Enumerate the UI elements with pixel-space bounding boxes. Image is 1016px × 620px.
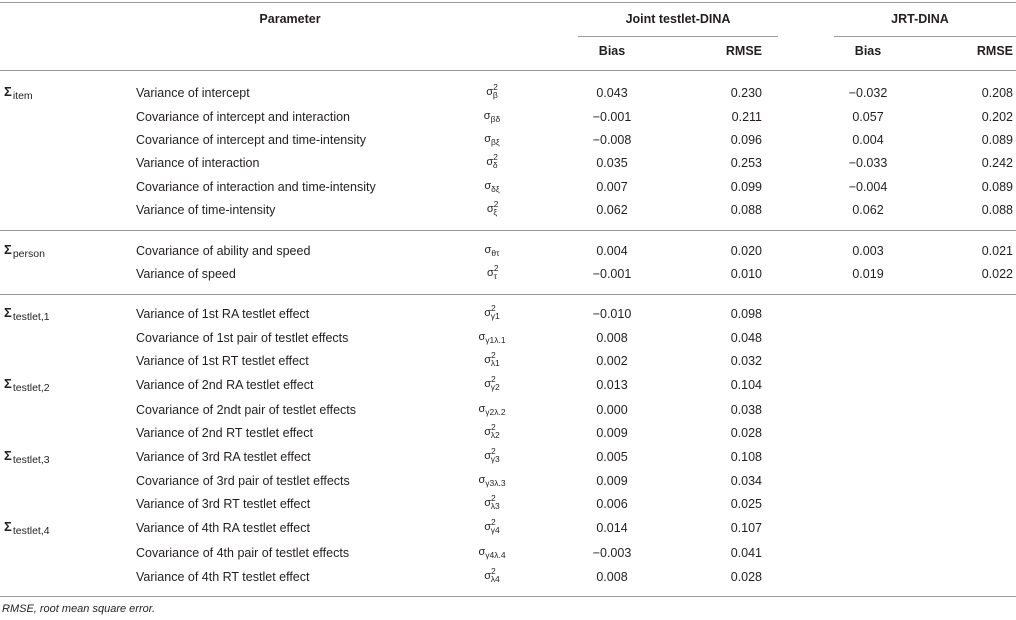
cell-joint-bias: −0.010 <box>592 307 632 321</box>
symbol-subscript: βξ <box>491 137 500 147</box>
group-subscript: testlet,1 <box>12 311 50 323</box>
symbol-base: σ <box>484 570 492 582</box>
cell-joint-bias: 0.000 <box>596 403 628 417</box>
symbol-base: σ <box>478 331 486 343</box>
symbol-base: σ <box>487 267 494 279</box>
cell-jrt-bias: 0.062 <box>852 203 884 217</box>
cell-joint-rmse: 0.048 <box>730 331 762 345</box>
cell-joint-bias: 0.035 <box>596 156 628 170</box>
symbol-superscript: 2 <box>493 82 498 92</box>
group-label <box>4 377 50 392</box>
cell-joint-bias: 0.006 <box>596 497 628 511</box>
group-subscript: person <box>12 248 45 260</box>
row-symbol <box>484 303 500 321</box>
symbol-superscript: 2 <box>491 422 496 432</box>
symbol-base: σ <box>484 307 492 319</box>
cell-joint-bias: 0.062 <box>596 203 628 217</box>
symbol-subscript: γ3 <box>490 454 500 464</box>
footnote: RMSE, root mean square error. <box>2 603 156 615</box>
cell-joint-rmse: 0.108 <box>730 450 762 464</box>
cell-jrt-rmse: 0.088 <box>981 203 1013 217</box>
cell-joint-bias: 0.043 <box>596 86 628 100</box>
symbol-base: σ <box>484 180 492 192</box>
row-label: Covariance of 3rd pair of testlet effects <box>136 474 350 488</box>
symbol-superscript: 2 <box>493 199 499 209</box>
symbol-base: σ <box>484 133 492 145</box>
symbol-subscript: βδ <box>490 114 501 124</box>
symbol-base: σ <box>484 450 492 462</box>
symbol-subscript: λ2 <box>490 430 500 440</box>
symbol-base: σ <box>483 110 491 122</box>
sigma-symbol: Σ <box>4 242 12 257</box>
symbol-subscript: γ3λ.3 <box>485 478 506 488</box>
cell-joint-bias: −0.008 <box>592 133 632 147</box>
row-symbol <box>485 243 500 257</box>
row-symbol <box>478 402 505 416</box>
group-label <box>4 306 50 321</box>
header-joint-rmse: RMSE <box>725 44 762 58</box>
symbol-base: σ <box>484 244 492 256</box>
header-jrt-rmse: RMSE <box>976 44 1013 58</box>
row-label: Covariance of intercept and interaction <box>136 110 351 124</box>
cell-joint-bias: 0.014 <box>596 521 628 535</box>
row-label: Variance of 2nd RA testlet effect <box>136 378 314 392</box>
symbol-subscript: γ1λ.1 <box>485 335 506 345</box>
header-jrt-dina: JRT-DINA <box>891 12 949 26</box>
cell-joint-bias: 0.013 <box>596 378 628 392</box>
cell-joint-bias: −0.001 <box>592 110 632 124</box>
symbol-superscript: 2 <box>493 263 499 273</box>
row-label: Variance of 2nd RT testlet effect <box>136 426 313 440</box>
top-rule <box>0 2 1016 3</box>
cell-joint-rmse: 0.253 <box>730 156 762 170</box>
row-symbol <box>484 446 500 464</box>
joint-group-rule <box>578 36 778 37</box>
header-joint-bias: Bias <box>598 44 626 58</box>
symbol-base: σ <box>484 354 492 366</box>
symbol-base: σ <box>478 546 486 558</box>
cell-jrt-bias: 0.004 <box>852 133 884 147</box>
cell-joint-bias: 0.008 <box>596 570 628 584</box>
symbol-subscript: γ2λ.2 <box>485 407 506 417</box>
group-label <box>4 243 45 258</box>
bottom-rule <box>0 596 1016 597</box>
symbol-superscript: 2 <box>491 446 496 456</box>
symbol-subscript: τ <box>493 271 497 281</box>
row-label: Variance of 3rd RT testlet effect <box>136 497 311 511</box>
cell-joint-rmse: 0.032 <box>730 354 762 368</box>
cell-joint-rmse: 0.211 <box>731 110 762 124</box>
cell-joint-rmse: 0.028 <box>730 570 762 584</box>
symbol-subscript: γ4λ.4 <box>485 550 506 560</box>
symbol-subscript: γ1 <box>490 311 500 321</box>
cell-joint-rmse: 0.010 <box>730 267 762 281</box>
symbol-superscript: 2 <box>491 566 496 576</box>
row-symbol <box>484 517 500 535</box>
cell-joint-bias: 0.002 <box>596 354 628 368</box>
cell-jrt-bias: 0.019 <box>852 267 884 281</box>
cell-joint-rmse: 0.104 <box>730 378 762 392</box>
row-symbol <box>484 109 500 123</box>
sigma-symbol: Σ <box>4 84 12 99</box>
row-symbol <box>484 374 500 392</box>
symbol-base: σ <box>486 86 494 98</box>
row-label: Covariance of interaction and time-intensity <box>136 180 376 194</box>
symbol-superscript: 2 <box>491 374 496 384</box>
cell-jrt-rmse: 0.208 <box>981 86 1013 100</box>
symbol-subscript: δξ <box>491 184 500 194</box>
sigma-symbol: Σ <box>4 448 12 463</box>
symbol-superscript: 2 <box>493 152 498 162</box>
cell-joint-bias: 0.009 <box>596 474 628 488</box>
symbol-superscript: 2 <box>491 517 496 527</box>
header-joint-testlet-dina: Joint testlet-DINA <box>625 12 731 26</box>
row-symbol <box>486 82 498 100</box>
row-symbol <box>484 179 499 193</box>
row-label: Variance of time-intensity <box>136 203 276 217</box>
cell-jrt-bias: 0.003 <box>852 244 884 258</box>
symbol-subscript: λ3 <box>490 501 500 511</box>
symbol-superscript: 2 <box>491 493 496 503</box>
cell-joint-rmse: 0.020 <box>730 244 762 258</box>
symbol-base: σ <box>486 203 494 215</box>
row-label: Covariance of 2ndt pair of testlet effects <box>136 403 357 417</box>
cell-joint-rmse: 0.088 <box>730 203 762 217</box>
group-label <box>4 85 33 100</box>
cell-joint-rmse: 0.096 <box>730 133 762 147</box>
symbol-superscript: 2 <box>491 350 496 360</box>
cell-jrt-bias: −0.032 <box>848 86 888 100</box>
symbol-subscript: δ <box>492 160 498 170</box>
cell-joint-rmse: 0.230 <box>730 86 762 100</box>
group-subscript: item <box>12 90 33 102</box>
header-jrt-bias: Bias <box>854 44 882 58</box>
row-symbol <box>486 199 499 217</box>
cell-joint-rmse: 0.099 <box>730 180 762 194</box>
row-label: Covariance of intercept and time-intensity <box>136 133 366 147</box>
cell-jrt-rmse: 0.089 <box>981 133 1013 147</box>
row-label: Variance of 1st RT testlet effect <box>136 354 309 368</box>
cell-joint-rmse: 0.038 <box>730 403 762 417</box>
symbol-base: σ <box>484 521 492 533</box>
row-label: Variance of intercept <box>136 86 250 100</box>
row-symbol <box>484 493 500 511</box>
row-symbol <box>484 350 500 368</box>
cell-jrt-rmse: 0.021 <box>981 244 1013 258</box>
symbol-base: σ <box>484 497 492 509</box>
cell-jrt-bias: −0.033 <box>848 156 888 170</box>
symbol-subscript: β <box>492 90 498 100</box>
row-label: Variance of 4th RT testlet effect <box>136 570 310 584</box>
header-rule <box>0 70 1016 71</box>
symbol-subscript: λ1 <box>490 358 500 368</box>
symbol-subscript: γ2 <box>490 382 500 392</box>
cell-jrt-rmse: 0.022 <box>981 267 1013 281</box>
row-symbol <box>484 422 500 440</box>
cell-jrt-bias: −0.004 <box>848 180 888 194</box>
sigma-symbol: Σ <box>4 305 12 320</box>
cell-jrt-rmse: 0.242 <box>981 156 1013 170</box>
symbol-subscript: θτ <box>491 248 500 258</box>
row-label: Covariance of ability and speed <box>136 244 311 258</box>
symbol-base: σ <box>478 474 486 486</box>
row-symbol <box>487 263 499 281</box>
symbol-subscript: ξ <box>493 207 498 217</box>
group-subscript: testlet,4 <box>12 525 50 537</box>
cell-jrt-rmse: 0.089 <box>981 180 1013 194</box>
symbol-subscript: λ4 <box>490 574 500 584</box>
symbol-superscript: 2 <box>491 303 496 313</box>
row-label: Variance of 1st RA testlet effect <box>136 307 310 321</box>
row-label: Covariance of 1st pair of testlet effects <box>136 331 349 345</box>
sigma-symbol: Σ <box>4 376 12 391</box>
cell-joint-bias: 0.007 <box>596 180 628 194</box>
cell-joint-bias: 0.009 <box>596 426 628 440</box>
cell-joint-rmse: 0.028 <box>730 426 762 440</box>
symbol-base: σ <box>484 378 492 390</box>
row-label: Covariance of 4th pair of testlet effects <box>136 546 350 560</box>
group-label <box>4 520 50 535</box>
cell-joint-bias: 0.005 <box>596 450 628 464</box>
symbol-subscript: γ4 <box>490 525 500 535</box>
row-symbol <box>478 473 505 487</box>
symbol-base: σ <box>486 156 494 168</box>
cell-joint-rmse: 0.041 <box>730 546 762 560</box>
row-symbol <box>484 566 500 584</box>
row-label: Variance of 4th RA testlet effect <box>136 521 310 535</box>
row-symbol <box>484 132 500 146</box>
cell-joint-bias: 0.004 <box>596 244 628 258</box>
header-parameter: Parameter <box>259 12 321 26</box>
cell-jrt-rmse: 0.202 <box>981 110 1013 124</box>
symbol-base: σ <box>484 426 492 438</box>
row-label: Variance of interaction <box>136 156 260 170</box>
row-symbol <box>478 330 505 344</box>
cell-joint-bias: −0.003 <box>592 546 632 560</box>
cell-joint-bias: 0.008 <box>596 331 628 345</box>
symbol-base: σ <box>478 403 486 415</box>
section-rule-testlet <box>0 294 1016 295</box>
cell-joint-rmse: 0.025 <box>730 497 762 511</box>
row-symbol <box>486 152 498 170</box>
jrt-group-rule <box>834 36 1016 37</box>
sigma-symbol: Σ <box>4 519 12 534</box>
group-label <box>4 449 50 464</box>
cell-jrt-bias: 0.057 <box>852 110 884 124</box>
group-subscript: testlet,3 <box>12 454 50 466</box>
cell-joint-rmse: 0.098 <box>730 307 762 321</box>
group-subscript: testlet,2 <box>12 382 50 394</box>
cell-joint-rmse: 0.034 <box>730 474 762 488</box>
cell-joint-bias: −0.001 <box>592 267 632 281</box>
row-label: Variance of 3rd RA testlet effect <box>136 450 311 464</box>
cell-joint-rmse: 0.107 <box>730 521 762 535</box>
row-symbol <box>478 545 505 559</box>
row-label: Variance of speed <box>136 267 236 281</box>
section-rule-person <box>0 230 1016 231</box>
